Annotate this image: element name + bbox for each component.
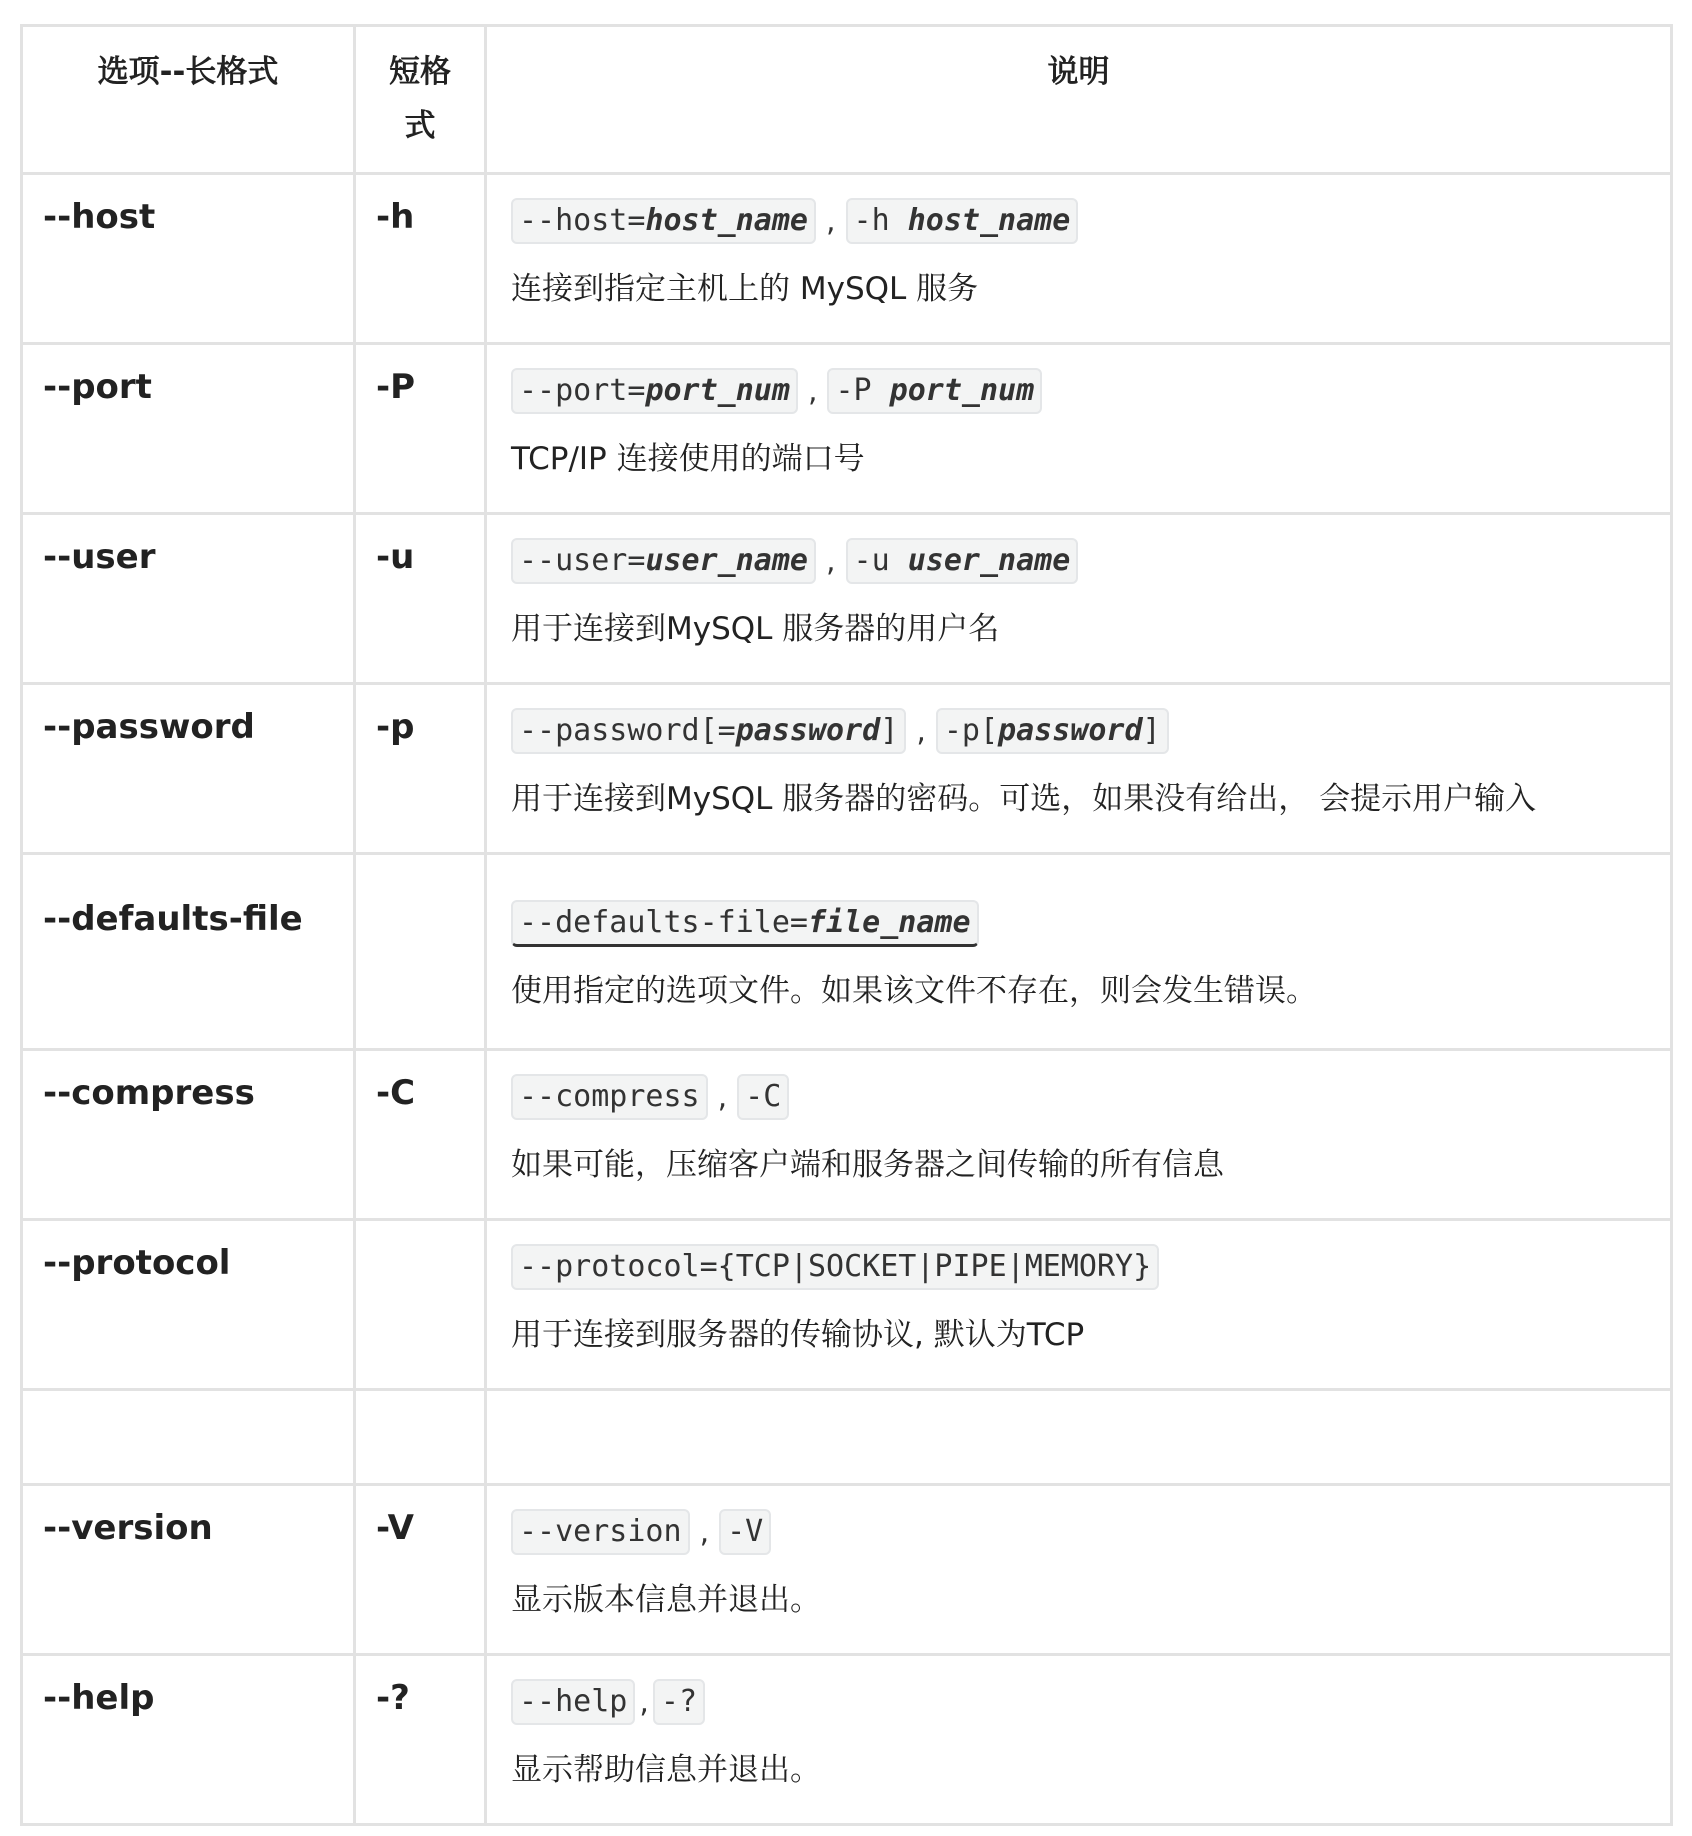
code-prefix: --password[=	[519, 713, 736, 748]
description-text: 用于连接到MySQL 服务器的密码。可选，如果没有给出， 会提示用户输入	[511, 781, 1537, 817]
table-row-port	[22, 344, 1672, 514]
long-option: --defaults-file	[22, 854, 355, 1050]
code-suffix: ]	[880, 713, 899, 748]
table-row-defaults-file	[22, 854, 1672, 1050]
table-row-version	[22, 1485, 1672, 1655]
description-cell	[486, 174, 1672, 344]
code-short-form	[846, 198, 1079, 244]
separator: ,	[916, 713, 926, 749]
code-line	[511, 197, 1650, 245]
long-option: --user	[22, 514, 355, 684]
options-table	[20, 24, 1673, 1826]
code-long-form: --version	[511, 1509, 690, 1555]
code-line	[511, 1243, 1650, 1291]
code-line	[511, 707, 1650, 755]
header-short-label-1: 短格	[389, 54, 451, 90]
long-option: --help	[22, 1655, 355, 1825]
table-row-empty	[22, 1390, 1672, 1485]
long-option: --version	[22, 1485, 355, 1655]
empty-cell	[486, 1390, 1672, 1485]
code-arg: file_name	[807, 904, 971, 940]
short-option	[355, 1220, 486, 1390]
table-row-user	[22, 514, 1672, 684]
code-long-form: --protocol={TCP|SOCKET|PIPE|MEMORY}	[511, 1244, 1159, 1290]
code-arg: host_name	[645, 203, 808, 238]
header-row	[22, 26, 1672, 174]
description-text: 用于连接到MySQL 服务器的用户名	[511, 611, 1000, 647]
description-text: 连接到指定主机上的 MySQL 服务	[511, 271, 979, 307]
empty-cell	[355, 1390, 486, 1485]
code-long-form: --help	[511, 1679, 635, 1725]
header-short-format	[355, 26, 486, 174]
header-description	[486, 26, 1672, 174]
code-prefix: --host=	[519, 203, 646, 238]
header-desc-label: 说明	[1047, 54, 1110, 90]
description-text: 用于连接到服务器的传输协议, 默认为TCP	[511, 1317, 1085, 1353]
description-cell	[486, 514, 1672, 684]
code-arg: host_name	[907, 203, 1071, 238]
short-option: -?	[355, 1655, 486, 1825]
description-text: TCP/IP 连接使用的端口号	[511, 441, 865, 477]
header-short-label-2: 式	[404, 108, 436, 144]
description-cell	[486, 1485, 1672, 1655]
code-line	[511, 1073, 1650, 1121]
code-line	[511, 899, 1650, 947]
long-option: --protocol	[22, 1220, 355, 1390]
description-cell	[486, 1050, 1672, 1220]
code-prefix: -p[	[943, 713, 999, 748]
separator: ,	[699, 1514, 710, 1550]
table-row-protocol	[22, 1220, 1672, 1390]
table-row-compress	[22, 1050, 1672, 1220]
code-long-form: --compress	[511, 1074, 708, 1120]
description-cell	[486, 1655, 1672, 1825]
code-suffix: ]	[1142, 713, 1161, 748]
separator: ,	[826, 543, 836, 579]
code-line	[511, 1678, 1650, 1726]
code-prefix: -P	[835, 373, 890, 408]
description-text: 显示帮助信息并退出。	[511, 1752, 821, 1788]
code-prefix: --user=	[519, 543, 646, 578]
short-option: -V	[355, 1485, 486, 1655]
short-option: -h	[355, 174, 486, 344]
short-option: -C	[355, 1050, 486, 1220]
code-long-form	[511, 368, 798, 414]
description-text: 如果可能，压缩客户端和服务器之间传输的所有信息	[511, 1147, 1224, 1183]
long-option: --host	[22, 174, 355, 344]
code-line	[511, 537, 1650, 585]
code-short-form: -?	[653, 1679, 705, 1725]
short-option: -p	[355, 684, 486, 854]
code-short-form	[936, 708, 1169, 754]
code-prefix: --port=	[519, 373, 646, 408]
long-option: --compress	[22, 1050, 355, 1220]
code-long-form	[511, 538, 816, 584]
code-arg: password	[998, 713, 1143, 748]
code-prefix: --defaults-file=	[519, 904, 808, 940]
code-short-form	[846, 538, 1079, 584]
code-short-form: -C	[737, 1074, 789, 1120]
long-option: --password	[22, 684, 355, 854]
code-arg: port_num	[645, 373, 790, 408]
code-arg: user_name	[645, 543, 808, 578]
description-cell	[486, 854, 1672, 1050]
table-row-password	[22, 684, 1672, 854]
table-row-help	[22, 1655, 1672, 1825]
separator: ,	[717, 1079, 728, 1115]
code-short-form: -V	[719, 1509, 771, 1555]
table-row-host	[22, 174, 1672, 344]
code-line	[511, 367, 1650, 415]
header-long-label: 选项--长格式	[97, 54, 279, 90]
description-cell	[486, 1220, 1672, 1390]
header-long-format	[22, 26, 355, 174]
code-arg: password	[735, 713, 881, 748]
description-cell	[486, 344, 1672, 514]
code-short-form	[827, 368, 1042, 414]
code-arg: user_name	[907, 543, 1071, 578]
code-long-form	[511, 900, 979, 947]
code-prefix: -h	[853, 203, 908, 238]
separator: ,	[639, 1684, 649, 1720]
code-line	[511, 1508, 1650, 1556]
empty-cell	[22, 1390, 355, 1485]
description-text: 显示版本信息并退出。	[511, 1582, 821, 1618]
code-long-form	[511, 198, 816, 244]
code-long-form	[511, 708, 906, 754]
short-option: -u	[355, 514, 486, 684]
code-prefix: -u	[853, 543, 908, 578]
separator: ,	[826, 203, 836, 239]
short-option: -P	[355, 344, 486, 514]
description-cell	[486, 684, 1672, 854]
long-option: --port	[22, 344, 355, 514]
description-text: 使用指定的选项文件。如果该文件不存在，则会发生错误。	[511, 973, 1317, 1009]
separator: ,	[807, 373, 818, 409]
code-arg: port_num	[889, 373, 1035, 408]
short-option	[355, 854, 486, 1050]
